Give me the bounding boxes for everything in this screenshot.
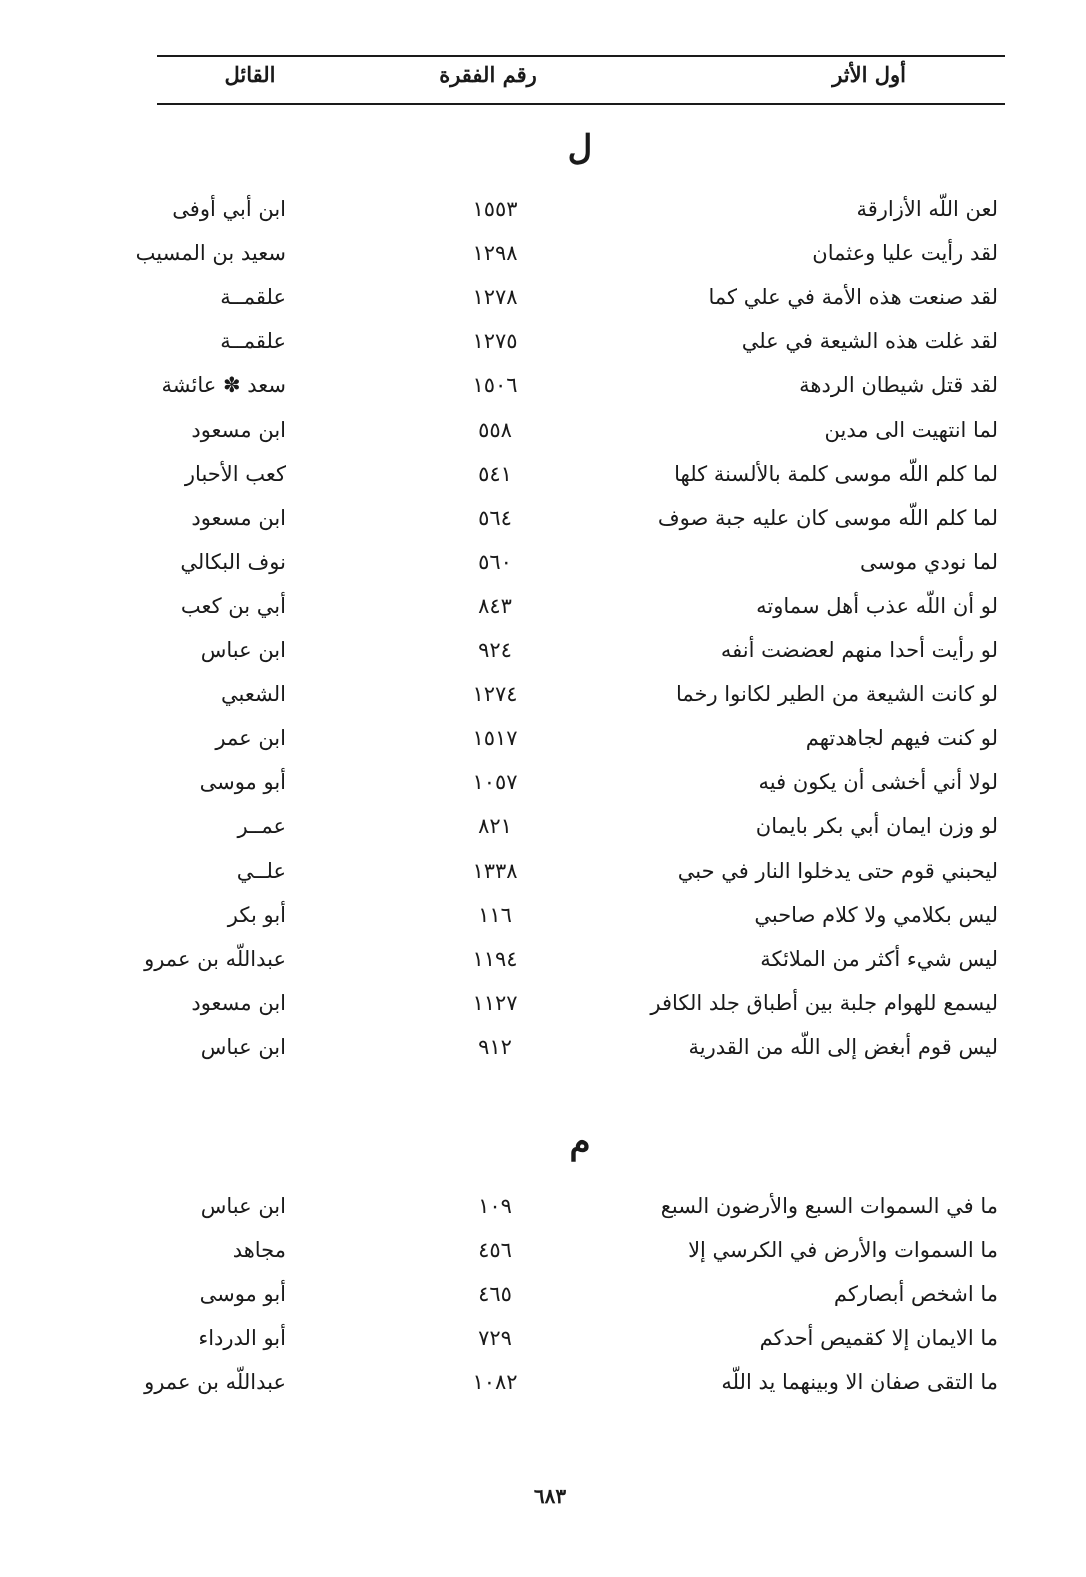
index-row: [0, 1322, 1086, 1362]
first-words-text: ما في السموات السبع والأرضون السبع: [660, 1194, 998, 1218]
paragraph-number: ٤٦٥: [478, 1282, 512, 1306]
paragraph-number: ٨٤٣: [478, 594, 512, 618]
sayer-name: نوف البكالي: [180, 550, 286, 574]
first-words-text: ما التقى صفان الا وبينهما يد اللّه: [721, 1370, 998, 1394]
sayer-name: ابن أبي أوفى: [172, 197, 286, 221]
first-words-text: لما انتهيت الى مدين: [824, 418, 998, 442]
index-row: [0, 193, 1086, 233]
index-row: [0, 810, 1086, 850]
first-words-text: لقد غلت هذه الشيعة في علي: [741, 329, 998, 353]
paragraph-number: ١٣٣٨: [472, 859, 518, 883]
sayer-name: ابن عباس: [200, 1035, 286, 1059]
index-row: [0, 899, 1086, 939]
paragraph-number: ١٠٩: [478, 1194, 512, 1218]
sayer-name: عبداللّه بن عمرو: [144, 1370, 286, 1394]
first-words-text: لقد رأيت عليا وعثمان: [812, 241, 998, 265]
paragraph-number: ١١٩٤: [472, 947, 518, 971]
page-number: ٦٨٣: [533, 1484, 567, 1508]
header-top-rule: [157, 55, 1005, 57]
header-sayer: القائل: [224, 62, 276, 87]
paragraph-number: ١٥٥٣: [472, 197, 518, 221]
paragraph-number: ٧٢٩: [478, 1326, 512, 1350]
header-bottom-rule: [157, 103, 1005, 105]
index-row: [0, 590, 1086, 630]
paragraph-number: ١٥٠٦: [472, 373, 518, 397]
paragraph-number: ١٢٧٤: [472, 682, 518, 706]
index-row: [0, 325, 1086, 365]
paragraph-number: ٨٢١: [478, 814, 512, 838]
index-row: [0, 458, 1086, 498]
first-words-text: لما كلم اللّه موسى كان عليه جبة صوف: [657, 506, 998, 530]
first-words-text: لو وزن ايمان أبي بكر بايمان: [755, 814, 998, 838]
sayer-name: ابن مسعود: [191, 991, 286, 1015]
paragraph-number: ١٠٥٧: [472, 770, 518, 794]
index-row: [0, 1031, 1086, 1071]
index-row: [0, 1190, 1086, 1230]
first-words-text: لقد صنعت هذه الأمة في علي كما: [708, 285, 998, 309]
sayer-name: علــي: [236, 859, 286, 883]
first-words-text: لقد قتل شيطان الردهة: [799, 373, 998, 397]
first-words-text: ليس شيء أكثر من الملائكة: [760, 947, 998, 971]
sayer-name: أبو الدرداء: [198, 1326, 286, 1350]
index-row: [0, 678, 1086, 718]
table-header: [0, 58, 1086, 98]
sayer-name: الشعبي: [221, 682, 286, 706]
index-row: [0, 546, 1086, 586]
sayer-name: أبو بكر: [227, 903, 286, 927]
paragraph-number: ١٢٧٨: [472, 285, 518, 309]
paragraph-number: ٥٤١: [478, 462, 512, 486]
first-words-text: لما كلم اللّه موسى كلمة بالألسنة كلها: [674, 462, 998, 486]
index-row: [0, 766, 1086, 806]
index-row: [0, 281, 1086, 321]
sayer-name: علقمــة: [220, 329, 286, 353]
first-words-text: ليس بكلامي ولا كلام صاحبي: [754, 903, 998, 927]
first-words-text: لو كانت الشيعة من الطير لكانوا رخما: [675, 682, 998, 706]
index-row: [0, 414, 1086, 454]
sayer-name: ابن مسعود: [191, 418, 286, 442]
paragraph-number: ٥٥٨: [478, 418, 512, 442]
first-words-text: ليس قوم أبغض إلى اللّه من القدرية: [688, 1035, 998, 1059]
sayer-name: علقمــة: [220, 285, 286, 309]
sayer-name: ابن عمر: [215, 726, 286, 750]
index-row: [0, 1278, 1086, 1318]
index-row: [0, 1234, 1086, 1274]
first-words-text: لما نودي موسى: [860, 550, 998, 574]
index-row: [0, 722, 1086, 762]
paragraph-number: ٩٢٤: [478, 638, 512, 662]
header-paragraph-number: رقم الفقرة: [439, 62, 537, 87]
index-row: [0, 987, 1086, 1027]
paragraph-number: ٤٥٦: [478, 1238, 512, 1262]
paragraph-number: ٥٦٤: [478, 506, 512, 530]
paragraph-number: ٩١٢: [478, 1035, 512, 1059]
sayer-name: ابن عباس: [200, 638, 286, 662]
paragraph-number: ١٢٩٨: [472, 241, 518, 265]
paragraph-number: ١١٢٧: [472, 991, 518, 1015]
sayer-name: أبو موسى: [199, 1282, 286, 1306]
header-first-words: أول الأثر: [832, 62, 906, 87]
paragraph-number: ١٠٨٢: [472, 1370, 518, 1394]
first-words-text: لولا أني أخشى أن يكون فيه: [758, 770, 998, 794]
index-row: [0, 1366, 1086, 1406]
index-row: [0, 634, 1086, 674]
index-row: [0, 855, 1086, 895]
sayer-name: مجاهد: [232, 1238, 286, 1262]
paragraph-number: ١١٦: [478, 903, 512, 927]
first-words-text: لو رأيت أحدا منهم لعضضت أنفه: [720, 638, 998, 662]
first-words-text: ما اشخص أبصاركم: [833, 1282, 998, 1306]
sayer-name: أبي بن كعب: [180, 594, 286, 618]
sayer-name: أبو موسى: [199, 770, 286, 794]
sayer-name: عمــر: [237, 814, 286, 838]
first-words-text: ليحبني قوم حتى يدخلوا النار في حبي: [677, 859, 998, 883]
first-words-text: لو أن اللّه عذب أهل سماوته: [756, 594, 998, 618]
section-letter: م: [569, 1122, 591, 1162]
index-row: [0, 943, 1086, 983]
index-row: [0, 369, 1086, 409]
paragraph-number: ١٥١٧: [472, 726, 518, 750]
sayer-name: سعد ✽ عائشة: [161, 373, 286, 397]
index-row: [0, 502, 1086, 542]
sayer-name: سعيد بن المسيب: [135, 241, 286, 265]
sayer-name: ابن مسعود: [191, 506, 286, 530]
first-words-text: لو كنت فيهم لجاهدتهم: [805, 726, 998, 750]
first-words-text: ليسمع للهوام جلبة بين أطباق جلد الكافر: [650, 991, 998, 1015]
index-row: [0, 237, 1086, 277]
first-words-text: لعن اللّه الأزارقة: [856, 197, 998, 221]
first-words-text: ما السموات والأرض في الكرسي إلا: [688, 1238, 998, 1262]
first-words-text: ما الايمان إلا كقميص أحدكم: [759, 1326, 998, 1350]
sayer-name: ابن عباس: [200, 1194, 286, 1218]
sayer-name: عبداللّه بن عمرو: [144, 947, 286, 971]
sayer-name: كعب الأحبار: [184, 462, 286, 486]
paragraph-number: ٥٦٠: [478, 550, 512, 574]
section-letter: ل: [567, 128, 593, 168]
paragraph-number: ١٢٧٥: [472, 329, 518, 353]
